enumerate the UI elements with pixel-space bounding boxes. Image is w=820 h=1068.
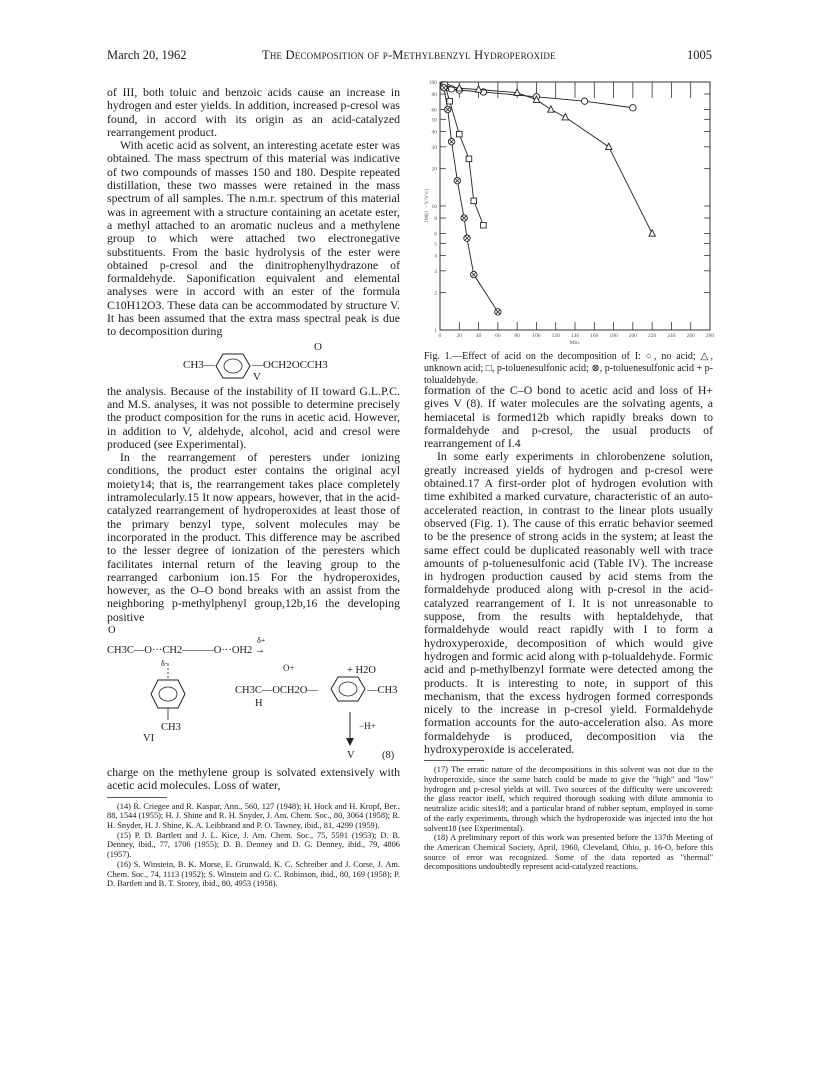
x-tick-label: 120 — [551, 333, 560, 339]
mech-label-vi: VI — [143, 732, 155, 744]
y-tick-label: 20 — [431, 166, 437, 173]
series-line — [445, 85, 484, 225]
mech-oxonium: O+ — [283, 662, 295, 673]
y-tick-label: 80 — [431, 92, 437, 99]
y-tick-label: 10 — [431, 204, 437, 210]
x-tick-label: 40 — [475, 333, 482, 339]
x-tick-label: 240 — [667, 333, 676, 339]
paragraph: charge on the methylene group is solvated extensively with acetic acid molecules. Loss of water, — [107, 764, 400, 793]
mech-carbonyl: O — [108, 624, 116, 636]
mech-deprotonation: −H+ — [359, 720, 376, 731]
structure-v-ester: —OCH2OCCH3 — [252, 358, 328, 371]
x-tick-label: 220 — [648, 333, 657, 339]
header-date: March 20, 1962 — [107, 48, 187, 62]
y-tick-label: 5 — [434, 241, 437, 248]
header-title: The Decomposition of p-Methylbenzyl Hydroperoxide — [262, 48, 556, 62]
page-number: 1005 — [687, 48, 712, 62]
figure-1-chart — [422, 78, 718, 348]
y-tick-label: 1 — [434, 328, 437, 334]
footnotes-right — [424, 765, 713, 872]
paragraph: the analysis. Because of the instability of II toward G.L.P.C. and M.S. analyses, it was not possible to determine precisely the product composition for the runs in acetic acid. However, in addition to V, aldehyde, alcohol, acid and cresol were produced (see Experimental). — [107, 383, 400, 451]
benzene-ring-icon — [329, 674, 367, 704]
equation-number: (8) — [382, 749, 395, 761]
y-tick-label: 30 — [431, 144, 437, 151]
footnote: (14) R. Criegee and R. Kaspar, Ann., 560, 127 (1948); H. Hock and H. Kropf, Ber., 88, 1544 (1955); H. J. Shine and R. H. Snyder, J. Am. Chem. Soc., 80, 3064 (1958); R. H. Snyder, H. J. Shine, K. A. Leibbrand and P. O. Tawney, ibid., 81, 4299 (1959). — [107, 801, 400, 830]
y-tick-label: 6 — [434, 231, 437, 238]
structure-v-carbonyl: O — [314, 340, 322, 353]
mech-hydrogen: H — [255, 697, 263, 709]
paragraph: With acetic acid as solvent, an interesting acetate ester was obtained. The mass spectrum of this material was indicative of two compounds of masses 150 and 180. Despite repeated distillation, these two masses were retained in the mass spectrum of all samples. The n.m.r. spectrum of this material was in agreement with a structure containing an acetate ester, a methyl attached to an aromatic nucleus and a methylene group to which were attached two electronegative substituents. From the basic hydrolysis of the ester were obtained p-cresol and the dinitrophenylhydrazone of formaldehyde. Saponification equivalent and elemental analyses were in accord with an ester of the formula C10H12O3. These data can be accommodated by structure V. It has been assumed that the extra mass spectral peak is due to decomposition during — [107, 138, 400, 339]
y-tick-label: 3 — [434, 268, 437, 275]
data-point-square — [481, 222, 487, 228]
structure-v-methyl: CH3— — [183, 358, 215, 371]
x-tick-label: 20 — [456, 333, 463, 339]
x-tick-label: 140 — [570, 333, 580, 339]
footnote-rule — [424, 760, 484, 761]
mech-methyl: —CH3 — [367, 684, 398, 696]
data-point-circle — [630, 105, 636, 111]
x-tick-label: 260 — [686, 333, 695, 339]
footnotes-left — [107, 802, 400, 889]
paragraph: In some early experiments in chlorobenzene solution, greatly increased yields of hydrogen and p-cresol were obtained.17 A first-order plot of hydrogen evolution with time exhibited a marked curvature, characteristic of an auto-accelerated reaction, in contrast to the linear plots usually observed (Fig. 1). The cause of this erratic behavior seemed to be the presence of strong acids in the system; at least the same effect could be duplicated reasonably well with trace amounts of p-toluenesulfonic acid (Table IV). The increase in hydrogen production caused by acid stems from the formaldehyde produced along with p-cresol in the acid-catalyzed rearrangement of I. It is not unreasonable to suppose, from the results with heptaldehyde, that formaldehyde would react rapidly with I to form a hydroxyperoxide, decomposition of which would give hydrogen and formic acid along with p-tolualdehyde. Formic acid and p-methylbenzyl formate were detected among the products. It is interesting to note, in support of this mechanism, that the excess hydrogen formed corresponds nicely to the increase in p-cresol yield. Formaldehyde formation accounts for the auto-acceleration also. As more formaldehyde is produced, decomposition via the hydroxyperoxide is accelerated. — [424, 449, 713, 757]
arrow-down-icon — [343, 710, 357, 748]
y-axis-label: 100[1 − V/V∞] — [424, 189, 430, 223]
data-point-triangle — [548, 106, 554, 112]
left-column — [107, 86, 400, 889]
right-column — [424, 384, 713, 872]
benzene-ring-icon — [214, 351, 252, 381]
x-tick-label: 0 — [438, 333, 442, 339]
x-tick-label: 60 — [495, 333, 501, 339]
paragraph: formation of the C–O bond to acetic acid and loss of H+ gives V (8). If water molecules are the solvating agents, a hemiacetal is formed12b which rapidly breaks down to formaldehyde and p-cresol, the usual products of rearrangement of I.4 — [424, 383, 713, 451]
mech-delta-plus: δ+ — [257, 635, 266, 645]
data-point-square — [471, 198, 477, 204]
x-tick-label: 200 — [628, 333, 637, 339]
series-line — [445, 86, 652, 234]
page-header — [107, 48, 712, 66]
mech-cation: CH3C—OCH2O— — [235, 684, 318, 696]
mech-delta-minus: δ− — [161, 658, 170, 668]
data-point-circle — [581, 98, 587, 104]
y-tick-label: 4 — [434, 253, 437, 260]
data-point-triangle — [606, 143, 612, 149]
mech-methyl-bottom: CH3 — [161, 721, 181, 733]
figure-caption: Fig. 1.—Effect of acid on the decomposition of I: ○, no acid; △, unknown acid; □, p-toluenesulfonic acid; ⊗, p-toluenesulfonic acid + p-tolualdehyde. — [424, 351, 713, 386]
x-tick-label: 160 — [590, 333, 599, 339]
y-tick-label: 60 — [431, 107, 437, 114]
x-tick-label: 100 — [532, 333, 541, 339]
x-axis-label: Min. — [569, 340, 581, 346]
data-point-square — [466, 156, 472, 162]
y-tick-label: 2 — [434, 290, 437, 297]
x-tick-label: 80 — [514, 333, 520, 339]
mech-transition-state: CH3C—O···CH2———O···OH2 → — [107, 644, 266, 656]
footnote: (16) S. Winstein, B. K. Morse, E. Grunwald, K. C. Schreiber and J. Corse, J. Am. Chem. Soc., 74, 1113 (1952); S. Winstein and G. C. Robinson, ibid., 80, 169 (1958); P. D. Bartlett and B. T. Storey, ibid., 80, 4953 (1958). — [107, 859, 400, 889]
x-tick-label: 280 — [705, 333, 715, 339]
data-point-triangle — [562, 114, 568, 120]
y-tick-label: 50 — [431, 117, 437, 124]
plot-frame — [440, 82, 710, 330]
y-tick-label: 100 — [428, 80, 437, 86]
footnote: (17) The erratic nature of the decompositions in this solvent was not due to the hydroperoxide, since the same batch could be made to give the "high" and "low" hydrogen and p-cresol yields at will. Two sources of the difficulty were uncovered: the glass reactor itself, which required thorough soaking with dilute ammonia to neutralize acidic sites18; and a particular brand of rubber septum, employed in some of the early experiments, through which the hydroperoxide was injected into the hot solvent18 (see Experimental). — [424, 765, 713, 833]
footnote-rule — [107, 797, 167, 798]
paragraph: In the rearrangement of peresters under ionizing conditions, the product ester contains the original acyl moiety14; that is, the rearrangement takes place completely intramolecularly.15 It now appears, however, that in the acid-catalyzed rearrangement of hydroperoxides at least those of the primary benzyl type, solvent molecules may be incorporated in the product. This difference may be ascribed to the lesser degree of ionization of the peresters which facilitates internal return of the leaving group to the rearranged carbonium ion.15 For the hydroperoxides, however, as the O–O bond breaks with an assist from the neighboring p-methylphenyl group,12b,16 the developing positive — [107, 450, 400, 624]
paragraph: of III, both toluic and benzoic acids cause an increase in hydrogen and ester yields. In addition, increased p-cresol was found, in accord with its origin as an acid-catalyzed rearrangement product. — [107, 85, 400, 139]
data-point-triangle — [649, 230, 655, 236]
mechanism-scheme — [107, 624, 400, 764]
structure-v — [107, 339, 400, 383]
y-tick-label: 8 — [434, 216, 437, 223]
mech-water: + H2O — [347, 664, 376, 676]
footnote: (15) P. D. Bartlett and J. L. Kice, J. Am. Chem. Soc., 75, 5591 (1953); D. B. Denney, ibid., 77, 1706 (1955); D. B. Denney and D. G. Denney, ibid., 79, 4806 (1957). — [107, 830, 400, 860]
footnote: (18) A preliminary report of this work was presented before the 137th Meeting of the American Chemical Society, April, 1960, Cleveland, Ohio, p. 16-O, before this source of error was recognized. Some of the data reported as "thermal" decompositions undoubtedly represent acid-catalyzed reactions. — [424, 833, 713, 872]
data-point-square — [447, 98, 453, 104]
data-point-square — [456, 131, 462, 137]
mech-label-v: V — [347, 749, 355, 761]
y-tick-label: 40 — [431, 129, 437, 136]
x-tick-label: 180 — [609, 333, 618, 339]
structure-v-label: V — [253, 370, 261, 383]
